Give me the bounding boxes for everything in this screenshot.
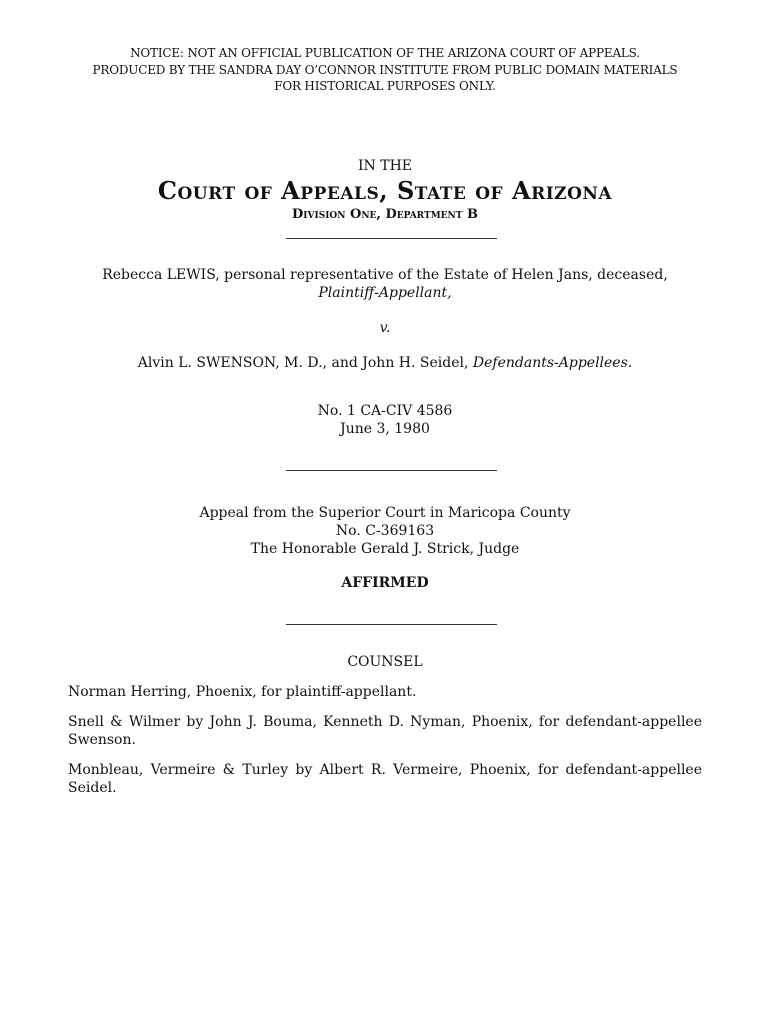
disposition: AFFIRMED	[341, 575, 429, 591]
plaintiff-name: Rebecca LEWIS, personal representative of the Estate of Helen Jans, deceased,	[102, 267, 668, 283]
appeal-from: Appeal from the Superior Court in Maricopa County	[199, 505, 571, 521]
counsel-item: Norman Herring, Phoenix, for plaintiff-appellant.	[68, 684, 417, 700]
appeal-case-number: No. C-369163	[335, 523, 435, 539]
plaintiff-block	[0, 266, 770, 302]
notice-line-2: PRODUCED BY THE SANDRA DAY O’CONNOR INSTITUTE FROM PUBLIC DOMAIN MATERIALS	[92, 62, 678, 77]
decision-date: June 3, 1980	[340, 421, 430, 437]
divider-rule-3	[286, 624, 497, 625]
defendants-role: Defendants-Appellees	[472, 355, 628, 371]
appeal-judge: The Honorable Gerald J. Strick, Judge	[250, 541, 520, 557]
counsel-heading: COUNSEL	[347, 654, 423, 670]
notice-line-1: NOTICE: NOT AN OFFICIAL PUBLICATION OF THE ARIZONA COURT OF APPEALS.	[130, 46, 640, 60]
in-the-label: IN THE	[358, 158, 412, 174]
counsel-list	[68, 683, 702, 809]
notice-line-3: FOR HISTORICAL PURPOSES ONLY.	[274, 79, 496, 93]
counsel-item: Snell & Wilmer by John J. Bouma, Kenneth D. Nyman, Phoenix, for defendant-appellee Swenson.	[68, 714, 702, 748]
court-title: Court of Appeals, State of Arizona	[157, 176, 613, 205]
docket-number: No. 1 CA-CIV 4586	[317, 403, 453, 419]
docket-block	[0, 402, 770, 438]
defendants-block	[0, 354, 770, 372]
appeal-block	[0, 504, 770, 558]
versus-label: v.	[379, 320, 391, 336]
division-label: Division One, Department B	[292, 207, 478, 222]
defendants-period: .	[627, 355, 633, 371]
divider-rule-1	[286, 238, 497, 239]
defendants-names: Alvin L. SWENSON, M. D., and John H. Seidel,	[137, 355, 473, 371]
divider-rule-2	[286, 470, 497, 471]
plaintiff-role: Plaintiff-Appellant,	[318, 285, 452, 301]
disclaimer-notice	[0, 45, 770, 95]
counsel-item: Monbleau, Vermeire & Turley by Albert R. Vermeire, Phoenix, for defendant-appellee Seidel.	[68, 762, 702, 796]
